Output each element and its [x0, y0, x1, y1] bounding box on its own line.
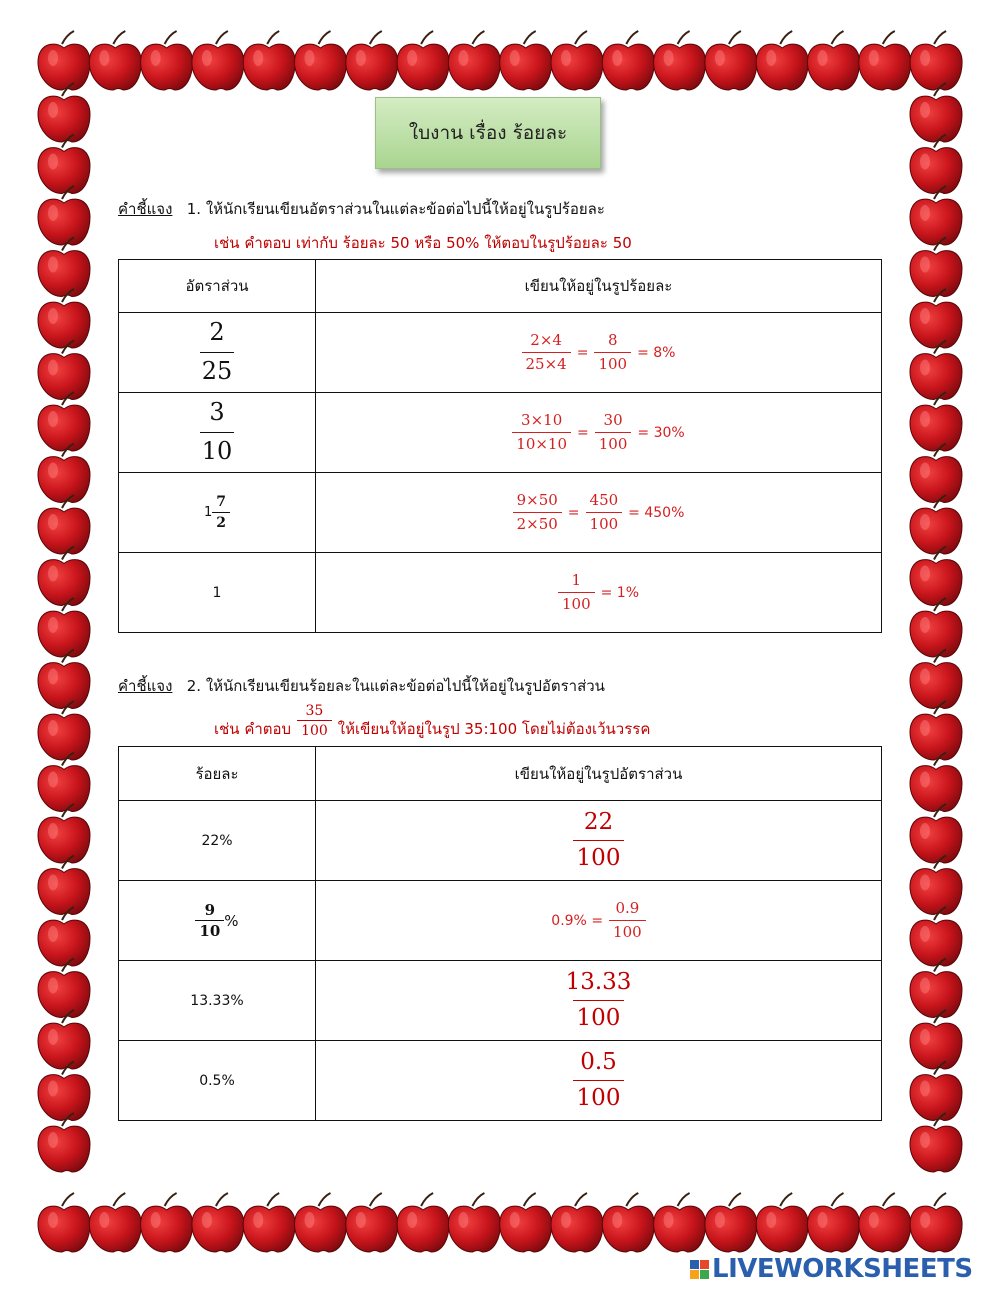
- apple-icon: [38, 1010, 90, 1069]
- table-row: [119, 1041, 882, 1121]
- apple-icon: [910, 392, 962, 451]
- apple-icon: [910, 959, 962, 1018]
- apple-icon: [910, 341, 962, 400]
- apple-icon: [756, 31, 808, 90]
- apple-icon: [38, 856, 90, 915]
- apple-icon: [243, 31, 295, 90]
- apple-icon: [756, 1193, 808, 1252]
- apple-icon: [295, 31, 347, 90]
- instruction-label: คำชี้แจง: [118, 200, 173, 218]
- answer-field[interactable]: $\frac{9\times 50}{2\times 50}$ = $\frac{450}{100}$ = 450%: [513, 490, 685, 536]
- instruction-2: [118, 674, 605, 698]
- percent-value: 0.5%: [119, 1041, 316, 1121]
- apple-icon: [910, 444, 962, 503]
- liveworksheets-logo: [690, 1254, 973, 1284]
- apple-icon: [910, 289, 962, 348]
- apple-icon: [654, 31, 706, 90]
- table-row: [119, 801, 882, 881]
- apple-icon: [910, 753, 962, 812]
- title-text: ใบงาน เรื่อง ร้อยละ: [408, 122, 568, 144]
- apple-icon: [38, 1113, 90, 1172]
- apple-icon: [910, 1010, 962, 1069]
- apple-icon: [295, 1193, 347, 1252]
- answer-field[interactable]: $\frac{13.33}{100}$: [562, 966, 636, 1035]
- apple-icon: [551, 1193, 603, 1252]
- apple-icon: [38, 83, 90, 142]
- apple-icon: [500, 31, 552, 90]
- apple-icon: [910, 650, 962, 709]
- answer-field[interactable]: $\frac{2\times 4}{25\times 4}$ = $\frac{8}{100}$ = 8%: [522, 330, 676, 376]
- apple-icon: [910, 238, 962, 297]
- table-row: [119, 313, 882, 393]
- logo-text: LIVEWORKSHEETS: [712, 1254, 973, 1284]
- apple-icon: [910, 701, 962, 760]
- ratio-value: 1: [119, 553, 316, 633]
- apple-icon: [602, 1193, 654, 1252]
- percent-fraction: $\frac{9}{10}$ %: [195, 901, 238, 942]
- apple-icon: [38, 1062, 90, 1121]
- answer-field[interactable]: $\frac{1}{100}$ = 1%: [558, 570, 639, 616]
- table-row: [119, 553, 882, 633]
- apple-icon: [910, 856, 962, 915]
- table-row: [119, 473, 882, 553]
- apple-icon: [141, 31, 193, 90]
- apple-icon: [910, 907, 962, 966]
- apple-icon: [38, 238, 90, 297]
- apple-icon: [38, 753, 90, 812]
- apple-icon: [910, 83, 962, 142]
- col-header-percent: เขียนให้อยู่ในรูปร้อยละ: [316, 260, 882, 313]
- apple-icon: [141, 1193, 193, 1252]
- percent-value: 13.33%: [119, 961, 316, 1041]
- apple-icon: [705, 31, 757, 90]
- apple-icon: [38, 907, 90, 966]
- apple-icon: [38, 959, 90, 1018]
- apple-icon: [38, 701, 90, 760]
- apple-icon: [346, 1193, 398, 1252]
- apple-icon: [910, 1062, 962, 1121]
- apple-icon: [397, 31, 449, 90]
- ratio-to-percent-table: [118, 259, 882, 633]
- apple-icon: [448, 1193, 500, 1252]
- apple-icon: [910, 804, 962, 863]
- apple-icon: [38, 650, 90, 709]
- apple-icon: [38, 547, 90, 606]
- apple-icon: [38, 135, 90, 194]
- apple-icon: [910, 598, 962, 657]
- answer-field[interactable]: $\frac{3\times 10}{10\times 10}$ = $\frac{30}{100}$ = 30%: [512, 410, 684, 456]
- apple-icon: [910, 186, 962, 245]
- col-header-ratio: เขียนให้อยู่ในรูปอัตราส่วน: [316, 747, 882, 801]
- apple-icon: [448, 31, 500, 90]
- apple-icon: [910, 495, 962, 554]
- apple-icon: [910, 1193, 962, 1252]
- table-row: [119, 961, 882, 1041]
- instruction-1: [118, 197, 605, 221]
- apple-icon: [602, 31, 654, 90]
- apple-icon: [500, 1193, 552, 1252]
- apple-icon: [808, 1193, 860, 1252]
- example-1: เช่น คำตอบ เท่ากับ ร้อยละ 50 หรือ 50% ให้ตอบในรูปร้อยละ 50: [214, 234, 632, 252]
- apple-icon: [38, 341, 90, 400]
- apple-icon: [89, 31, 141, 90]
- apple-icon: [89, 1193, 141, 1252]
- answer-field[interactable]: $\frac{22}{100}$: [573, 806, 625, 875]
- apple-icon: [38, 598, 90, 657]
- answer-field[interactable]: $\frac{0.5}{100}$: [573, 1046, 625, 1115]
- table-row: [119, 393, 882, 473]
- apple-icon: [910, 1113, 962, 1172]
- apple-icon: [859, 31, 911, 90]
- percent-to-ratio-table: [118, 746, 882, 1121]
- apple-icon: [705, 1193, 757, 1252]
- table-row: [119, 881, 882, 961]
- apple-icon: [192, 1193, 244, 1252]
- mixed-number: 1 $\frac{7}{2}$: [204, 493, 230, 531]
- apple-icon: [397, 1193, 449, 1252]
- logo-mark-icon: [690, 1260, 709, 1279]
- apple-icon: [910, 31, 962, 90]
- percent-value: 22%: [119, 801, 316, 881]
- col-header-ratio: อัตราส่วน: [119, 260, 316, 313]
- answer-field[interactable]: 0.9% = $\frac{0.9}{100}$: [551, 898, 645, 944]
- apple-icon: [38, 495, 90, 554]
- apple-icon: [859, 1193, 911, 1252]
- apple-icon: [38, 444, 90, 503]
- apple-icon: [38, 1193, 90, 1252]
- col-header-percent: ร้อยละ: [119, 747, 316, 801]
- apple-icon: [38, 186, 90, 245]
- apple-icon: [654, 1193, 706, 1252]
- ratio-fraction: $\frac{3}{10}$: [200, 396, 235, 468]
- instruction-text: 1. ให้นักเรียนเขียนอัตราส่วนในแต่ละข้อต่อไปนี้ให้อยู่ในรูปร้อยละ: [186, 200, 605, 218]
- apple-icon: [38, 804, 90, 863]
- apple-icon: [38, 289, 90, 348]
- apple-icon: [346, 31, 398, 90]
- example-2: เช่น คำตอบ $\frac{35}{100}$ ให้เขียนให้อยู่ในรูป 35:100 โดยไม่ต้องเว้นวรรค: [214, 703, 651, 740]
- apple-icon: [910, 547, 962, 606]
- apple-icon: [243, 1193, 295, 1252]
- instruction-text: 2. ให้นักเรียนเขียนร้อยละในแต่ละข้อต่อไปนี้ให้อยู่ในรูปอัตราส่วน: [186, 677, 605, 695]
- apple-icon: [38, 31, 90, 90]
- apple-icon: [808, 31, 860, 90]
- instruction-label: คำชี้แจง: [118, 677, 173, 695]
- ratio-fraction: $\frac{2}{25}$: [200, 316, 235, 388]
- apple-icon: [910, 135, 962, 194]
- apple-icon: [192, 31, 244, 90]
- worksheet-title: [375, 97, 601, 169]
- apple-icon: [551, 31, 603, 90]
- apple-icon: [38, 392, 90, 451]
